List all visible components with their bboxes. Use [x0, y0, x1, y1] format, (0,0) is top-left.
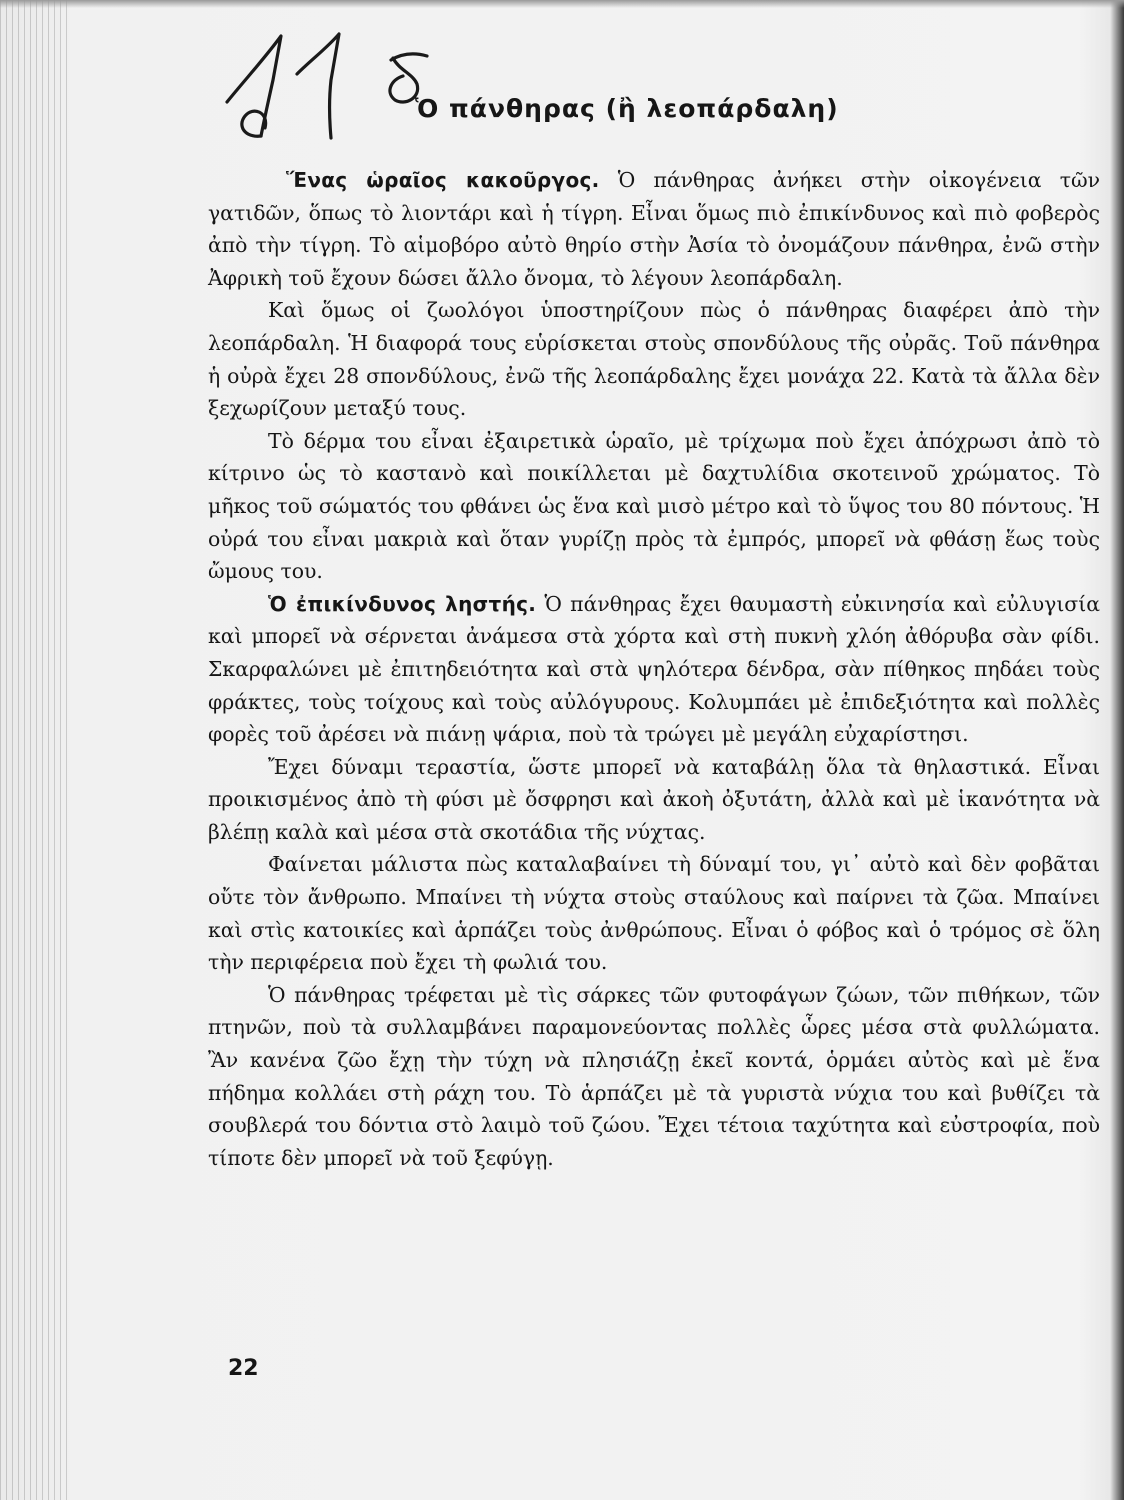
page-title: Ὁ πάνθηρας (ἢ λεοπάρδαλη) [415, 94, 839, 123]
page-top-shadow [0, 0, 1124, 8]
paragraph-7 [208, 979, 1100, 1175]
paragraph-5-text: Ἔχει δύναμι τεραστία, ὥστε μπορεῖ νὰ καταβάλῃ ὅλα τὰ θηλαστικά. Εἶναι προικισμένος ἀπὸ τὴ φύσι μὲ ὄσφρησι καὶ ἀκοὴ ὀξυτάτη, ἀλλὰ καὶ μὲ ἱκανότητα νὰ βλέπῃ καλὰ καὶ μέσα στὰ σκοτάδια τῆς νύχτας. [208, 754, 1100, 844]
paragraph-2-text: Καὶ ὅμως οἱ ζωολόγοι ὑποστηρίζουν πὼς ὁ πάνθηρας διαφέρει ἀπὸ τὴν λεοπάρδαλη. Ἡ διαφορά τους εὑρίσκεται στοὺς σπονδύλους τῆς οὐρᾶς. Τοῦ πάνθηρα ἡ οὐρὰ ἔχει 28 σπονδύλους, ἐνῶ τῆς λεοπάρδαλης ἔχει μονάχα 22. Κατὰ τὰ ἄλλα δὲν ξεχωρίζουν μεταξύ τους. [208, 298, 1100, 421]
handwritten-annotation [215, 20, 435, 150]
page-number: 22 [228, 1356, 259, 1381]
page-right-edge-shadow [1110, 0, 1124, 1500]
paragraph-6-text: Φαίνεται μάλιστα πὼς καταλαβαίνει τὴ δύναμί του, γι᾿ αὐτὸ καὶ δὲν φοβᾶται οὔτε τὸν ἄνθρωπο. Μπαίνει τὴ νύχτα στοὺς σταύλους καὶ παίρνει τὰ ζῶα. Μπαίνει καὶ στὶς κατοικίες καὶ ἁρπάζει τοὺς ἀνθρώπους. Εἶναι ὁ φόβος καὶ ὁ τρόμος σὲ ὅλη τὴν περιφέρεια ποὺ ἔχει τὴ φωλιά του. [208, 852, 1100, 975]
handwritten-number-drawing [215, 20, 435, 150]
paragraph-3-text: Τὸ δέρμα του εἶναι ἐξαιρετικὰ ὡραῖο, μὲ τρίχωμα ποὺ ἔχει ἀπόχρωσι ἀπὸ τὸ κίτρινο ὡς τὸ καστανὸ καὶ ποικίλλεται μὲ δαχτυλίδια σκοτεινοῦ χρώματος. Τὸ μῆκος τοῦ σώματός του φθάνει ὡς ἕνα καὶ μισὸ μέτρο καὶ τὸ ὕψος του 80 πόντους. Ἡ οὐρά του εἶναι μακριὰ καὶ ὅταν γυρίζῃ πρὸς τὰ ἐμπρός, μπορεῖ νὰ φθάσῃ ἕως τοὺς ὤμους του. [208, 428, 1101, 584]
paragraph-3 [208, 425, 1100, 588]
book-page-edges [0, 0, 70, 1500]
paragraph-6 [208, 848, 1100, 978]
paragraph-1-lead: Ἕνας ὡραῖος κακοῦργος. [286, 168, 600, 192]
paragraph-2 [208, 294, 1100, 424]
paragraph-7-text: Ὁ πάνθηρας τρέφεται μὲ τὶς σάρκες τῶν φυτοφάγων ζώων, τῶν πιθήκων, τῶν πτηνῶν, ποὺ τὰ συλλαμβάνει παραμονεύοντας πολλὲς ὧρες μέσα στὰ φυλλώματα. Ἂν κανένα ζῶο ἔχῃ τὴν τύχη νὰ πλησιάζῃ ἐκεῖ κοντά, ὁρμάει αὐτὸς καὶ μὲ ἕνα πήδημα κολλάει στὴ ράχη του. Τὸ ἁρπάζει μὲ τὰ γυριστὰ νύχια του καὶ βυθίζει τὰ σουβλερά του δόντια στὸ λαιμὸ τοῦ ζώου. Ἔχει τέτοια ταχύτητα καὶ εὐστροφία, ποὺ τίποτε δὲν μπορεῖ νὰ τοῦ ξεφύγῃ. [208, 982, 1100, 1170]
paragraph-4-lead: Ὁ ἐπικίνδυνος ληστής. [268, 591, 537, 616]
paragraph-5 [208, 751, 1100, 849]
paragraph-1 [208, 164, 1100, 294]
article-body [208, 164, 1100, 1174]
paragraph-4-text: Ὁ πάνθηρας ἔχει θαυμαστὴ εὐκινησία καὶ εὐλυγισία καὶ μπορεῖ νὰ σέρνεται ἀνάμεσα στὰ χόρτα καὶ στὴ πυκνὴ χλόη ἀθόρυβα σὰν φίδι. Σκαρφαλώνει μὲ ἐπιτηδειότητα καὶ στὰ ψηλότερα δένδρα, σὰν πίθηκος πηδάει τοὺς φράκτες, τοὺς τοίχους καὶ τοὺς αὐλόγυρους. Κολυμπάει μὲ ἐπιδεξιότητα καὶ πολλὲς φορὲς τοῦ ἀρέσει νὰ πιάνῃ ψάρια, ποὺ τὰ τρώγει μὲ μεγάλη εὐχαρίστησι. [208, 591, 1100, 747]
paragraph-4 [208, 588, 1100, 751]
paragraph-1-text: Ὁ πάνθηρας ἀνήκει στὴν οἰκογένεια τῶν γατιδῶν, ὅπως τὸ λιοντάρι καὶ ἡ τίγρη. Εἶναι ὅμως πιὸ ἐπικίνδυνος καὶ πιὸ φοβερὸς ἀπὸ τὴν τίγρη. Τὸ αἱμοβόρο αὐτὸ θηρίο στὴν Ἀσία τὸ ὀνομάζουν πάνθηρα, ἐνῶ στὴν Ἀφρικὴ τοῦ ἔχουν δώσει ἄλλο ὄνομα, τὸ λέγουν λεοπάρδαλη. [208, 168, 1100, 290]
